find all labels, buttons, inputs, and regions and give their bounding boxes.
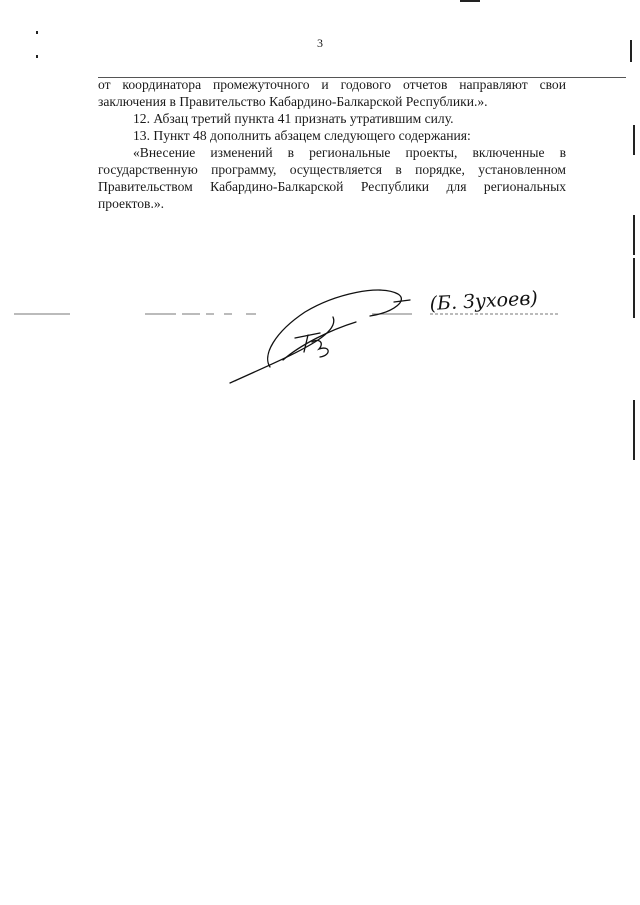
page-number: 3	[317, 36, 323, 50]
signature-block	[0, 270, 640, 400]
paragraph-item-13: 13. Пункт 48 дополнить абзацем следующего содержания:	[133, 128, 471, 143]
scan-mark	[460, 0, 480, 2]
scan-mark	[36, 31, 38, 34]
scan-mark	[36, 55, 38, 58]
paragraph-quoted-addition: «Внесение изменений в региональные проекты, включенные в государственную программу, осуществляется в порядке, установленном Правительством Кабардино-Балкарской Республики для региональных проектов.».	[98, 145, 566, 211]
scan-mark	[633, 125, 635, 155]
signature-name: (Б. Зухоев)	[429, 287, 539, 315]
handwritten-signature	[230, 290, 410, 383]
scan-mark	[630, 40, 632, 62]
scan-mark	[633, 215, 635, 255]
paragraph-item-12: 12. Абзац третий пункта 41 признать утратившим силу.	[133, 111, 454, 126]
document-body	[98, 76, 566, 212]
scan-mark	[633, 400, 635, 460]
paragraph-continuation: от координатора промежуточного и годового отчетов направляют свои заключения в Правительство Кабардино-Балкарской Республики.».	[98, 77, 566, 109]
scan-mark	[633, 258, 635, 318]
